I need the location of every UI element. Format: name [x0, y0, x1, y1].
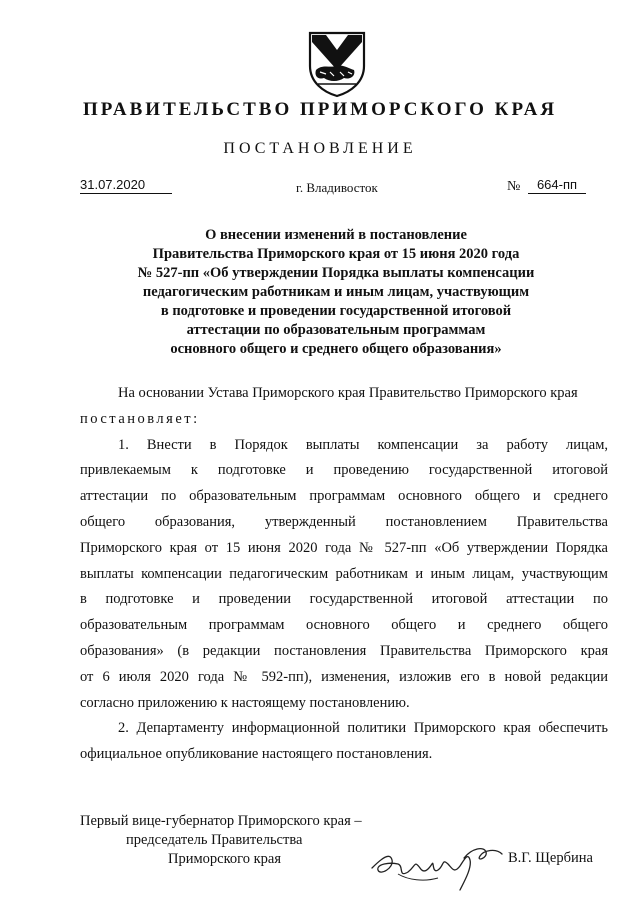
government-title: ПРАВИТЕЛЬСТВО ПРИМОРСКОГО КРАЯ — [82, 99, 558, 120]
handwritten-signature — [368, 838, 506, 894]
document-city: г. Владивосток — [296, 180, 378, 195]
paragraph-line: образования» (в редакции постановления Правительства Приморского края — [80, 642, 608, 659]
paragraph-1 — [80, 433, 608, 717]
heading-line: в подготовке и проведении государственной итоговой — [160, 303, 512, 319]
resolution-body — [80, 381, 608, 768]
document-date: 31.07.2020 — [80, 177, 172, 194]
paragraph-line: 2. Департаменту информационной политики Приморского края обеспечить — [118, 720, 608, 737]
document-number: 664-пп — [528, 177, 586, 194]
signatory-line: председатель Правительства — [126, 832, 303, 848]
paragraph-line: от 6 июля 2020 года № 592-пп), изменения, изложив его в новой редакции — [80, 668, 608, 685]
paragraph-line: аттестации по образовательным программам основного общего и среднего — [80, 488, 608, 505]
paragraph-line: выплаты компенсации педагогическим работникам и иным лицам, участвующим — [80, 565, 608, 582]
signatory-line: Приморского края — [168, 851, 282, 867]
intro-paragraph: На основании Устава Приморского края Правительство Приморского края — [118, 385, 578, 401]
heading-line: Правительства Приморского края от 15 июня 2020 года — [152, 246, 520, 262]
paragraph-line: общего образования, утвержденный постановлением Правительства — [80, 513, 608, 530]
resolution-heading — [80, 226, 592, 359]
number-sign: № — [507, 179, 521, 194]
heading-line: аттестации по образовательным программам — [186, 322, 486, 338]
paragraph-line: Приморского края от 15 июня 2020 года № 527-пп «Об утверждении Порядка — [80, 539, 608, 556]
heading-line: № 527-пп «Об утверждении Порядка выплаты компенсации — [137, 265, 535, 281]
paragraph-line: 1. Внести в Порядок выплаты компенсации за работу лицам, — [118, 436, 608, 453]
heading-line: основного общего и среднего общего образования» — [170, 341, 502, 357]
document-type: ПОСТАНОВЛЕНИЕ — [223, 140, 417, 157]
paragraph-2 — [80, 716, 608, 768]
paragraph-line: образовательным программам основного общего и среднего общего — [80, 617, 608, 634]
paragraph-line: согласно приложению к настоящему постановлению. — [80, 694, 410, 711]
heading-line: О внесении изменений в постановление — [205, 227, 467, 243]
paragraph-line: привлекаемым к подготовке и проведению государственной итоговой — [80, 462, 608, 479]
signer-name: В.Г. Щербина — [508, 850, 593, 866]
paragraph-line: официальное опубликование настоящего постановления. — [80, 746, 433, 763]
coat-of-arms-icon — [304, 30, 370, 98]
paragraph-line: в подготовке и проведении государственной итоговой аттестации по — [80, 591, 608, 608]
heading-line: педагогическим работникам и иным лицам, участвующим — [142, 284, 530, 300]
resolves-word: постановляет: — [80, 410, 200, 427]
signatory-title — [80, 812, 362, 869]
signatory-line: Первый вице-губернатор Приморского края – — [80, 813, 362, 829]
